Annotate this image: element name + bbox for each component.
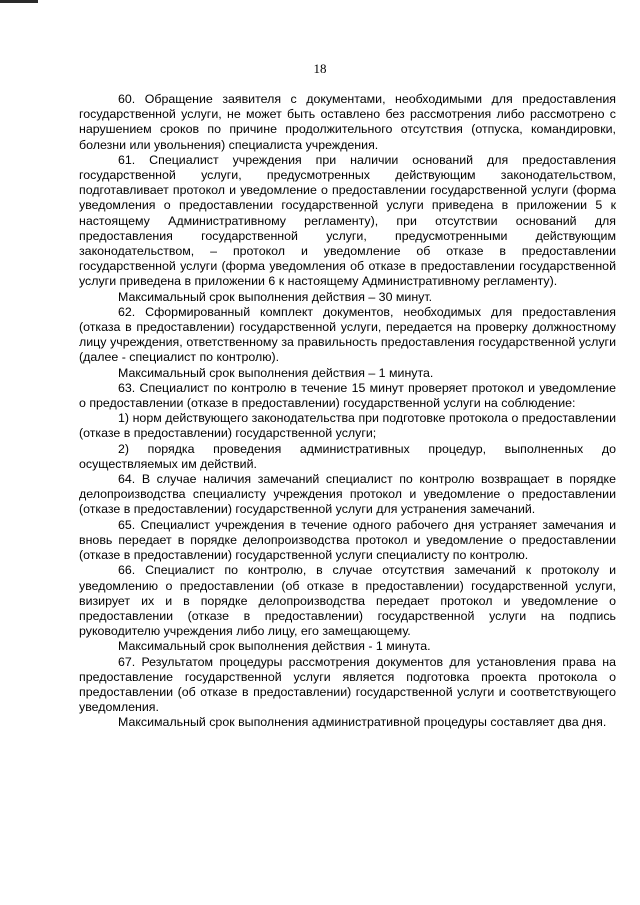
paragraph-62: 62. Сформированный комплект документов, необходимых для предоставления (отказа в предоставлении) государственной услуги, передается на проверку должностному лицу учреждения, ответственному за правильность предоставления государственной услуги (далее - специалист по контролю). <box>79 304 616 365</box>
max-term-note: Максимальный срок выполнения действия – 1 минута. <box>118 365 434 380</box>
scan-corner-mark <box>0 0 38 3</box>
page-number: 18 <box>313 61 327 76</box>
paragraph-61: 61. Специалист учреждения при наличии оснований для предоставления государственной услуги, предусмотренных действующим законодательством, подготавливает протокол и уведомление о предоставлении государственной услуги (форма уведомления о предоставлении государственной услуги приведена в приложении 5 к настоящему Административному регламенту), при отсутствии оснований для предоставления государственной услуги, предусмотренными действующим законодательством, – протокол и уведомление об отказе в предоставлении государственной услуги (форма уведомления об отказе в предоставлении государственной услуги приведена в приложении 6 к настоящему Административному регламенту). <box>79 152 616 289</box>
max-term-note: Максимальный срок выполнения административной процедуры составляет два дня. <box>118 715 607 730</box>
document-body <box>79 92 616 731</box>
paragraph-64: 64. В случае наличия замечаний специалист по контролю возвращает в порядке делопроизводства специалисту учреждения протокол и уведомление о предоставлении (отказе в предоставлении) государственной услуги для устранения замечаний. <box>79 472 616 517</box>
max-term-note: Максимальный срок выполнения действия – 30 минут. <box>118 289 433 304</box>
paragraph-67: 67. Результатом процедуры рассмотрения документов для установления права на предоставление государственной услуги является подготовка проекта протокола о предоставлении (об отказе в предоставлении) государственной услуги и соответствующего уведомления. <box>79 654 616 715</box>
max-term-note: Максимальный срок выполнения действия - 1 минута. <box>118 639 431 654</box>
paragraph-66: 66. Специалист по контролю, в случае отсутствия замечаний к протоколу и уведомлению о предоставлении (об отказе в предоставлении) государственной услуги, визирует их и в порядке делопроизводства передает протокол и уведомление о предоставлении (отказе в предоставлении) государственной услуги на подпись руководителю учреждения либо лицу, его замещающему. <box>79 563 616 639</box>
paragraph-63: 63. Специалист по контролю в течение 15 минут проверяет протокол и уведомление о предоставлении (отказе в предоставлении) государственной услуги на соблюдение: <box>79 380 616 411</box>
list-item-1: 1) норм действующего законодательства при подготовке протокола о предоставлении (отказе в предоставлении) государственной услуги; <box>79 411 616 441</box>
list-item-2: 2) порядка проведения административных процедур, выполненных до осуществляемых им действий. <box>79 441 616 471</box>
paragraph-60: 60. Обращение заявителя с документами, необходимыми для предоставления государственной услуги, не может быть оставлено без рассмотрения либо рассмотрено с нарушением сроков по причине продолжительного отсутствия (отпуска, командировки, болезни или увольнения) специалиста учреждения. <box>79 92 616 152</box>
paragraph-65: 65. Специалист учреждения в течение одного рабочего дня устраняет замечания и вновь передает в порядке делопроизводства протокол и уведомление о предоставлении (отказе в предоставлении) государственной услуги специалисту по контролю. <box>79 517 616 563</box>
